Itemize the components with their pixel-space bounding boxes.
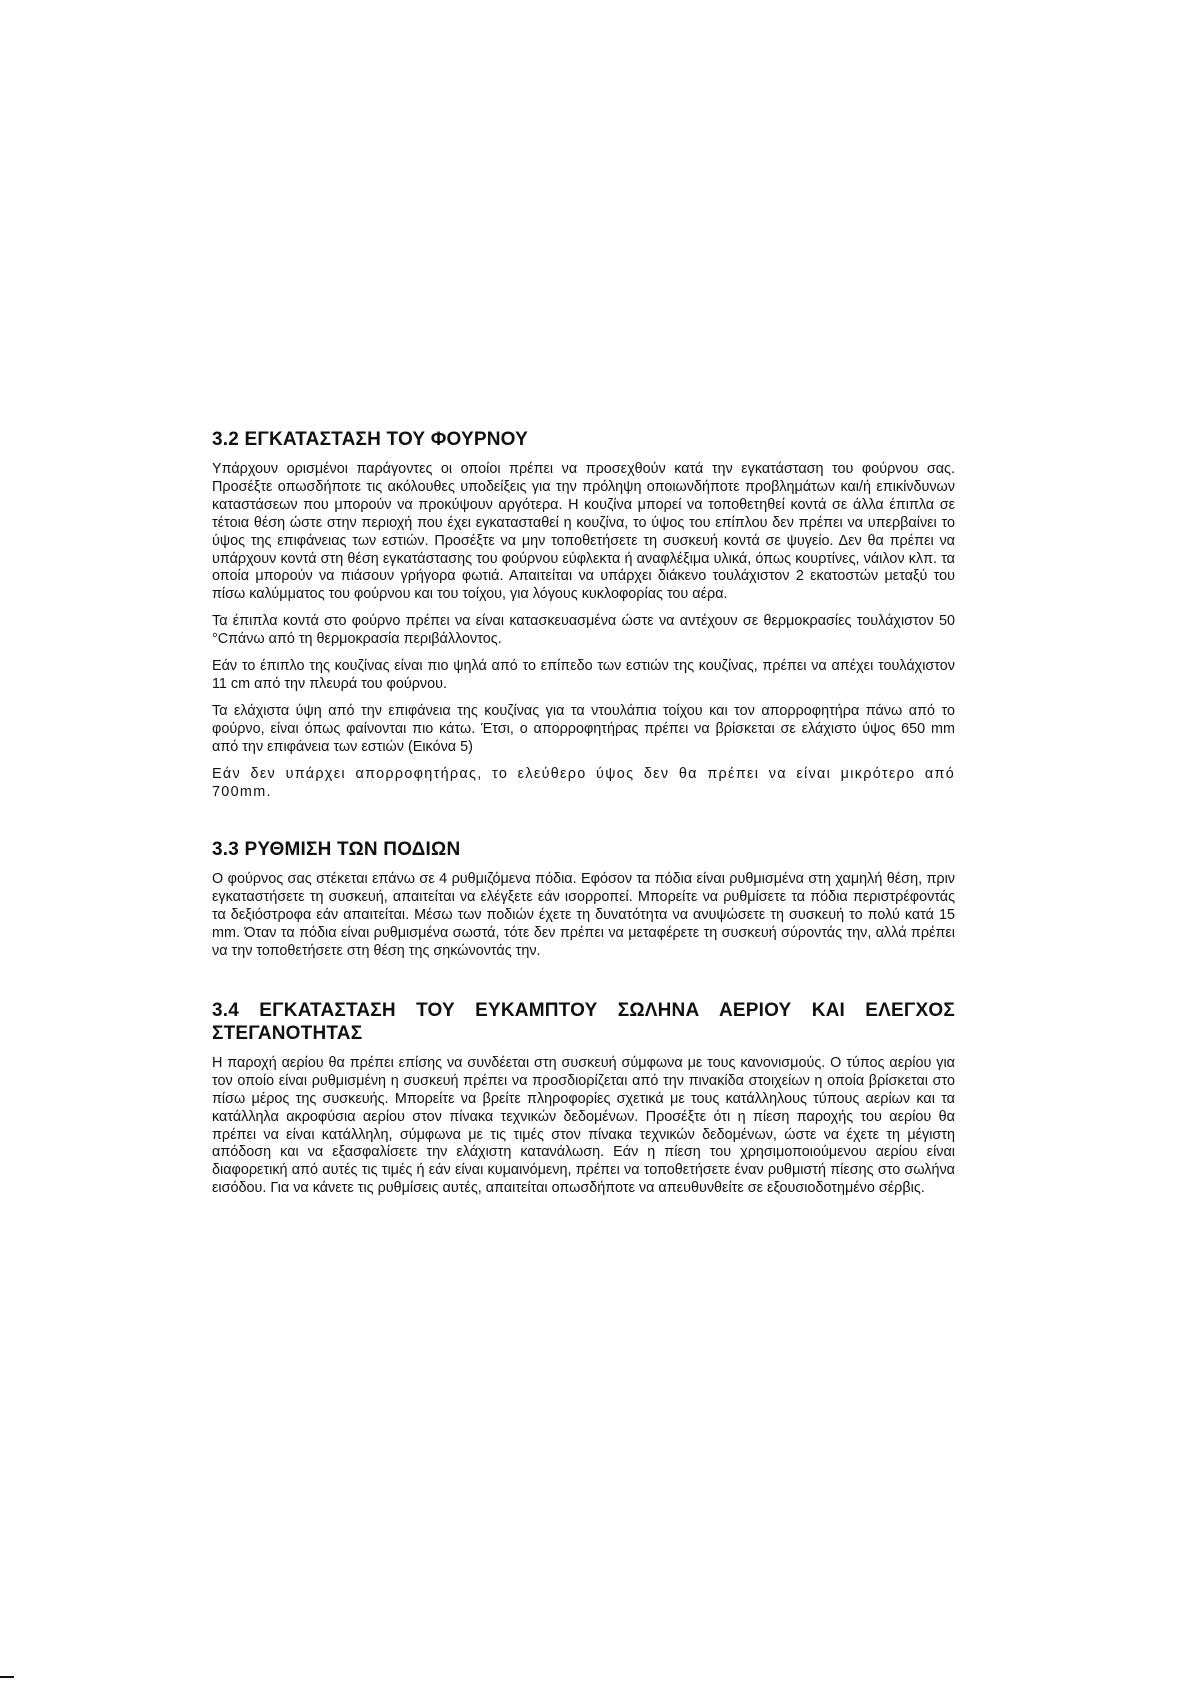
section-oven-installation bbox=[212, 428, 955, 801]
paragraph: Τα έπιπλα κοντά στο φούρνο πρέπει να είναι κατασκευασμένα ώστε να αντέχουν σε θερμοκρασίες τουλάχιστον 50 °Cπάνω από τη θερμοκρασία περιβάλλοντος. bbox=[212, 613, 955, 648]
paragraph: Υπάρχουν ορισμένοι παράγοντες οι οποίοι πρέπει να προσεχθούν κατά την εγκατάσταση του φούρνου σας. Προσέξτε οπωσδήποτε τις ακόλουθες υποδείξεις για την πρόληψη οποιωνδήποτε προβλημάτων και/ή επικίνδυνων καταστάσεων που μπορούν να προκύψουν αργότερα. Η κουζίνα μπορεί να τοποθετηθεί κοντά σε άλλα έπιπλα σε τέτοια θέση ώστε στην περιοχή που έχει εγκατασταθεί η κουζίνα, το ύψος του επίπλου δεν πρέπει να υπερβαίνει το ύψος της επιφάνειας των εστιών. Προσέξτε να μην τοποθετήσετε τη συσκευή κοντά σε ψυγείο. Δεν θα πρέπει να υπάρχουν κοντά στη θέση εγκατάστασης του φούρνου εύφλεκτα ή αναφλέξιμα υλικά, όπως κουρτίνες, νάιλον κλπ. τα οποία μπορούν να πιάσουν γρήγορα φωτιά. Απαιτείται να υπάρχει διάκενο τουλάχιστον 2 εκατοστών μεταξύ του πίσω καλύμματος του φούρνου και του τοίχου, για λόγους κυκλοφορίας του αέρα. bbox=[212, 461, 955, 603]
section-title: 3.4 ΕΓΚΑΤΑΣΤΑΣΗ ΤΟΥ ΕΥΚΑΜΠΤΟΥ ΣΩΛΗΝΑ ΑΕΡΙΟΥ ΚΑΙ ΕΛΕΓΧΟΣ bbox=[212, 999, 955, 1021]
section-gas-hose-installation bbox=[212, 999, 955, 1198]
paragraph: Εάν το έπιπλο της κουζίνας είναι πιο ψηλά από το επίπεδο των εστιών της κουζίνας, πρέπει να απέχει τουλάχιστον 11 cm από την πλευρά του φούρνου. bbox=[212, 658, 955, 692]
page-corner-mark bbox=[0, 1676, 14, 1687]
paragraph: Η παροχή αερίου θα πρέπει επίσης να συνδέεται στη συσκευή σύμφωνα με τους κανονισμούς. Ο τύπος αερίου για τον οποίο είναι ρυθμισμένη η συσκευή πρέπει να προσδιορίζεται από την πινακίδα στοιχείων η οποία βρίσκεται στο πίσω μέρος της συσκευής. Μπορείτε να βρείτε πληροφορίες σχετικά με τους κατάλληλους τύπους αερίων και τα κατάλληλα ακροφύσια αερίου στον πίνακα τεχνικών δεδομένων. Προσέξτε ότι η πίεση παροχής του αερίου θα πρέπει να είναι κατάλληλη, σύμφωνα με τις τιμές στον πίνακα τεχνικών δεδομένων, ώστε να έχετε τη μέγιστη απόδοση και να εξασφαλίσετε την ελάχιστη κατανάλωση. Εάν η πίεση του χρησιμοποιούμενου αερίου είναι διαφορετική από αυτές τις τιμές ή εάν είναι κυμαινόμενη, πρέπει να τοποθετήσετε έναν ρυθμιστή πίεσης στο σωλήνα εισόδου. Για να κάνετε τις ρυθμίσεις αυτές, απαιτείται οπωσδήποτε να απευθυνθείτε σε εξουσιοδοτημένο σέρβις. bbox=[212, 1054, 955, 1197]
paragraph: Ο φούρνος σας στέκεται επάνω σε 4 ρυθμιζόμενα πόδια. Εφόσον τα πόδια είναι ρυθμισμένα στη χαμηλή θέση, πριν εγκαταστήσετε τη συσκευή, απαιτείται να ελέγξετε εάν ισορροπεί. Μπορείτε να ρυθμίσετε τα πόδια περιστρέφοντάς τα δεξιόστροφα εάν απαιτείται. Μέσω των ποδιών έχετε τη δυνατότητα να ανυψώσετε τη συσκευή το πολύ κατά 15 mm. Όταν τα πόδια είναι ρυθμισμένα σωστά, τότε δεν πρέπει να μεταφέρετε τη συσκευή σύροντάς την, αλλά πρέπει να την τοποθετήσετε στη θέση της σηκώνοντάς την. bbox=[212, 871, 955, 960]
section-title-continued: ΣΤΕΓΑΝΟΤΗΤΑΣ bbox=[212, 1022, 363, 1044]
paragraph: Εάν δεν υπάρχει απορροφητήρας, το ελεύθερο ύψος δεν θα πρέπει να είναι μικρότερο από 700mm. bbox=[212, 765, 955, 800]
document-body bbox=[212, 428, 955, 1207]
section-feet-adjustment bbox=[212, 838, 955, 961]
section-title: 3.2 ΕΓΚΑΤΑΣΤΑΣΗ ΤΟΥ ΦΟΥΡΝΟΥ bbox=[212, 429, 528, 450]
section-title: 3.3 ΡΥΘΜΙΣΗ ΤΩΝ ΠΟΔΙΩΝ bbox=[212, 839, 461, 861]
paragraph: Τα ελάχιστα ύψη από την επιφάνεια της κουζίνας για τα ντουλάπια τοίχου και τον απορροφητήρα πάνω από το φούρνο, είναι όπως φαίνονται πιο κάτω. Έτσι, ο απορροφητήρας πρέπει να βρίσκεται σε ελάχιστο ύψος 650 mm από την επιφάνεια των εστιών (Εικόνα 5) bbox=[212, 702, 955, 755]
